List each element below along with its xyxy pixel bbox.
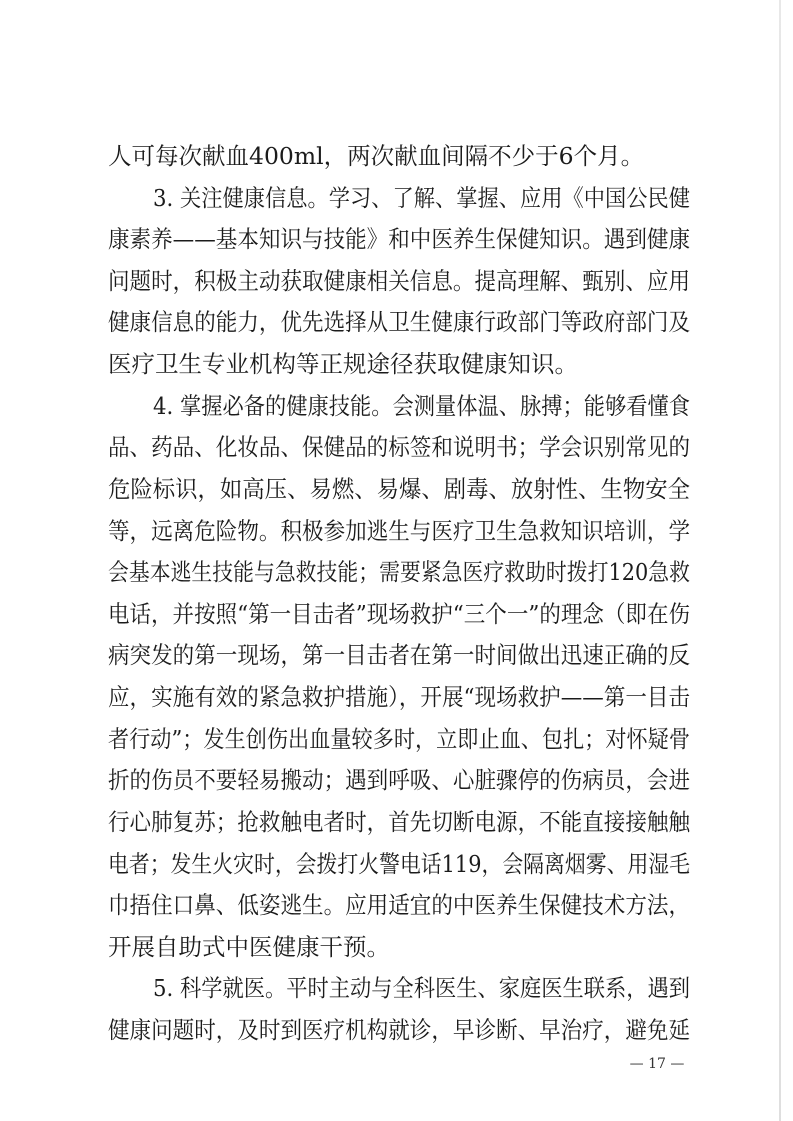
text-line: [0, 263, 793, 299]
scan-edge-shadow: [779, 0, 781, 1121]
text-line: [0, 679, 793, 715]
line-text: 应，实施有效的紧急救护措施），开展“现场救护——第一目击: [108, 683, 691, 711]
text-line: [0, 721, 793, 757]
text-line: [0, 471, 793, 507]
line-text: 电者；发生火灾时，会拨打火警电话119，会隔离烟雾、用湿毛: [108, 850, 691, 878]
text-line: [0, 804, 793, 840]
page-number: — 17 —: [629, 1056, 685, 1072]
line-text: 3. 关注健康信息。学习、了解、掌握、应用《中国公民健: [153, 184, 690, 212]
text-line: [0, 346, 793, 382]
paragraph-heading-line: [0, 388, 793, 424]
line-text: 危险标识，如高压、易燃、易爆、剧毒、放射性、生物安全: [108, 475, 690, 503]
paragraph-heading-line: [0, 180, 793, 216]
line-text: 等，远离危险物。积极参加逃生与医疗卫生急救知识培训，学: [108, 517, 691, 545]
text-line: [0, 846, 793, 882]
text-line: [0, 429, 793, 465]
line-text: 4. 掌握必备的健康技能。会测量体温、脉搏；能够看懂食: [153, 392, 690, 420]
text-line: [0, 221, 793, 257]
line-text: 病突发的第一现场，第一目击者在第一时间做出迅速正确的反: [108, 641, 691, 669]
line-text: 人可每次献血400ml，两次献血间隔不少于6个月。: [108, 142, 645, 170]
line-text: 巾捂住口鼻、低姿逃生。应用适宜的中医养生保健技术方法，: [108, 891, 691, 919]
paragraph-heading-line: [0, 970, 793, 1006]
text-line: [0, 304, 793, 340]
text-line: [0, 554, 793, 590]
text-line: [0, 1012, 793, 1048]
line-text: 电话，并按照“第一目击者”现场救护“三个一”的理念（即在伤: [108, 600, 690, 628]
text-line: [0, 929, 793, 965]
line-text: 行心肺复苏；抢救触电者时，首先切断电源，不能直接接触触: [108, 808, 691, 836]
line-text: 品、药品、化妆品、保健品的标签和说明书；学会识别常见的: [108, 433, 691, 461]
line-text: 医疗卫生专业机构等正规途径获取健康知识。: [108, 350, 578, 378]
line-text: 会基本逃生技能与急救技能；需要紧急医疗救助时拨打120急救: [108, 558, 691, 586]
line-text: 问题时，积极主动获取健康相关信息。提高理解、甄别、应用: [108, 267, 691, 295]
text-line: [0, 637, 793, 673]
text-line: [0, 138, 793, 174]
line-text: 折的伤员不要轻易搬动；遇到呼吸、心脏骤停的伤病员，会进: [108, 766, 691, 794]
line-text: 5. 科学就医。平时主动与全科医生、家庭医生联系，遇到: [153, 974, 690, 1002]
line-text: 康素养——基本知识与技能》和中医养生保健知识。遇到健康: [108, 225, 691, 253]
line-text: 健康信息的能力，优先选择从卫生健康行政部门等政府部门及: [108, 308, 691, 336]
line-text: 者行动”；发生创伤出血量较多时，立即止血、包扎；对怀疑骨: [108, 725, 690, 753]
line-text: 健康问题时，及时到医疗机构就诊，早诊断、早治疗，避免延: [108, 1016, 691, 1044]
line-text: 开展自助式中医健康干预。: [108, 933, 390, 961]
text-line: [0, 596, 793, 632]
text-line: [0, 762, 793, 798]
text-line: [0, 513, 793, 549]
text-line: [0, 887, 793, 923]
